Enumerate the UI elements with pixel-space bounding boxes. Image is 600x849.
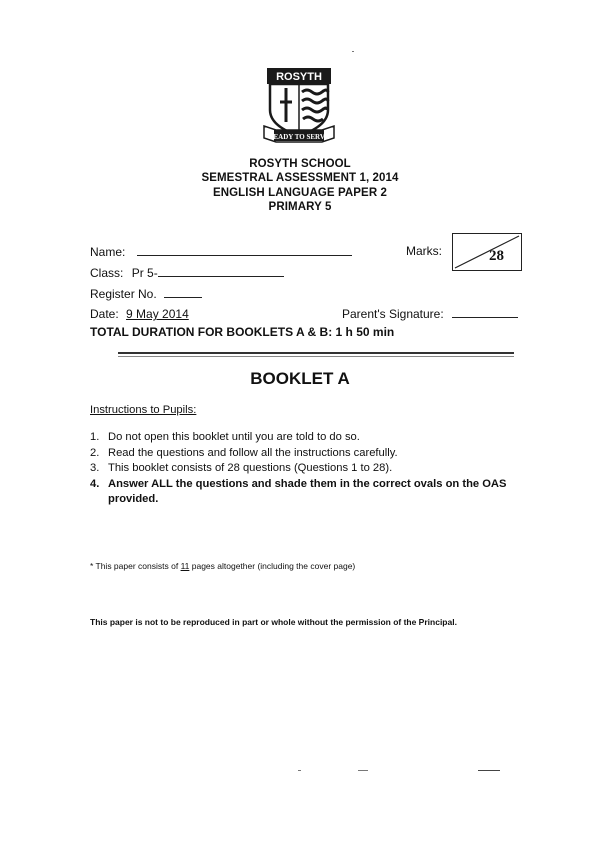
instruction-number: 3.	[90, 462, 100, 474]
date-label: Date:	[90, 307, 119, 321]
parent-signature-blank[interactable]	[452, 307, 518, 318]
pages-count: 11	[180, 561, 190, 571]
crest-top-text: ROSYTH	[276, 71, 322, 83]
date-value: 9 May 2014	[126, 307, 189, 321]
date-row	[90, 307, 189, 321]
pages-note-suffix: pages altogether (including the cover page)	[189, 561, 356, 571]
marks-box[interactable]	[452, 233, 522, 271]
instruction-text: Answer ALL the questions and shade them in the correct ovals on the OAS provided.	[108, 477, 507, 505]
instruction-text: Read the questions and follow all the instructions carefully.	[108, 446, 398, 459]
parent-signature-label: Parent's Signature:	[342, 307, 444, 321]
name-blank[interactable]	[137, 245, 352, 256]
class-label: Class:	[90, 266, 124, 280]
register-row	[90, 287, 202, 301]
instruction-number: 4.	[90, 477, 100, 490]
parent-signature-row	[342, 307, 518, 321]
name-label: Name:	[90, 245, 126, 259]
class-blank[interactable]	[158, 266, 284, 277]
instruction-text: Do not open this booklet until you are told to do so.	[108, 431, 360, 443]
instruction-item	[90, 430, 530, 446]
booklet-title: BOOKLET A	[250, 369, 350, 388]
assessment-title: SEMESTRAL ASSESSMENT 1, 2014	[201, 172, 399, 184]
class-value: Pr 5-	[131, 266, 158, 280]
instructions-heading: Instructions to Pupils:	[90, 404, 197, 416]
register-blank[interactable]	[164, 287, 202, 298]
crest-shield-icon	[262, 66, 336, 144]
divider-bottom	[118, 356, 514, 357]
scan-speck	[298, 770, 301, 771]
instruction-number: 1.	[90, 431, 100, 443]
class-row	[90, 266, 284, 280]
instructions-list	[90, 430, 530, 508]
instruction-text: This booklet consists of 28 questions (Questions 1 to 28).	[108, 462, 393, 474]
instruction-item	[90, 477, 530, 508]
pages-note	[90, 561, 355, 571]
marks-label: Marks:	[406, 244, 442, 258]
register-label: Register No.	[90, 287, 157, 301]
level-title: PRIMARY 5	[268, 201, 332, 213]
scan-speck	[478, 770, 500, 771]
pages-note-prefix: * This paper consists of	[90, 561, 181, 571]
school-crest	[262, 66, 336, 144]
marks-total: 28	[489, 248, 504, 264]
instruction-number: 2.	[90, 446, 100, 459]
scan-speck	[352, 51, 354, 52]
marks-slash-icon	[453, 234, 521, 270]
scan-speck	[358, 770, 368, 771]
school-name: ROSYTH SCHOOL	[249, 158, 351, 170]
instruction-item	[90, 446, 530, 462]
paper-title: ENGLISH LANGUAGE PAPER 2	[212, 187, 388, 199]
name-row	[90, 245, 352, 259]
crest-motto: READY TO SERVE	[268, 133, 330, 141]
instruction-item	[90, 461, 530, 477]
divider-top	[118, 352, 514, 354]
copyright-note: This paper is not to be reproduced in part or whole without the permission of the Principal.	[90, 617, 457, 627]
total-duration: TOTAL DURATION FOR BOOKLETS A & B: 1 h 50 min	[90, 325, 395, 339]
